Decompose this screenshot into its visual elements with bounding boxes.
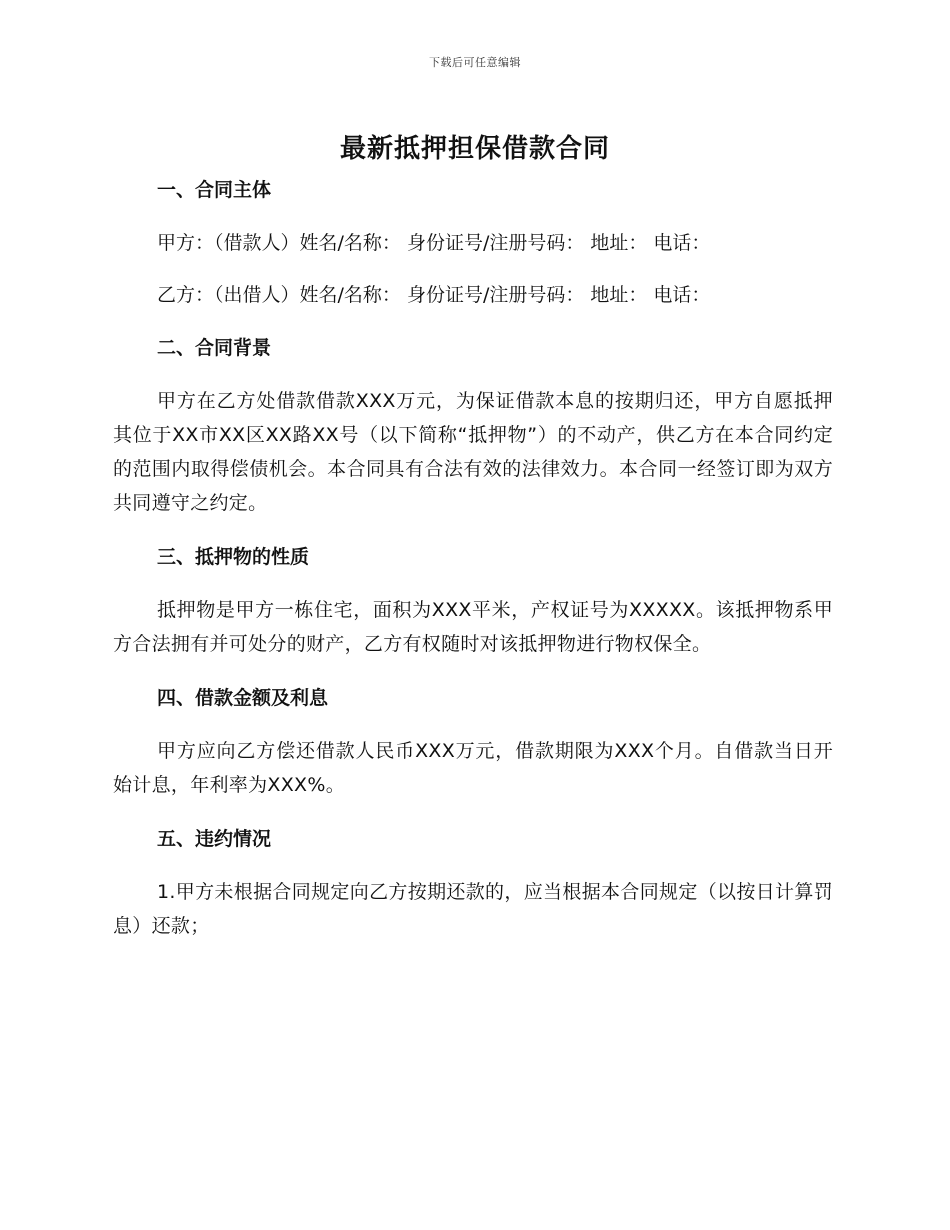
- section-heading-background: 二、合同背景: [157, 337, 272, 359]
- collateral-paragraph: 抵押物是甲方一栋住宅，面积为XXX平米，产权证号为XXXXX。该抵押物系甲方合法拥有并可处分的财产，乙方有权随时对该抵押物进行物权保全。: [113, 599, 833, 655]
- default-item-1: 1.甲方未根据合同规定向乙方按期还款的，应当根据本合同规定（以按日计算罚息）还款；: [113, 881, 833, 937]
- header-note: 下载后可任意编辑: [429, 56, 521, 69]
- party-b-line: 乙方：（出借人）姓名/名称： 身份证号/注册号码： 地址： 电话：: [157, 284, 711, 306]
- section-heading-default: 五、违约情况: [157, 828, 272, 850]
- background-paragraph: 甲方在乙方处借款借款XXX万元，为保证借款本息的按期归还，甲方自愿抵押其位于XX市XX区XX路XX号（以下简称“抵押物”）的不动产，供乙方在本合同约定的范围内取得偿债机会。本合同具有合法有效的法律效力。本合同一经签订即为双方共同遵守之约定。: [113, 390, 833, 514]
- section-heading-loan-amount: 四、借款金额及利息: [157, 687, 329, 709]
- party-a-line: 甲方：（借款人）姓名/名称： 身份证号/注册号码： 地址： 电话：: [157, 232, 711, 254]
- section-heading-collateral: 三、抵押物的性质: [157, 546, 310, 568]
- section-heading-parties: 一、合同主体: [157, 179, 272, 201]
- loan-amount-paragraph: 甲方应向乙方偿还借款人民币XXX万元，借款期限为XXX个月。自借款当日开始计息，年利率为XXX%。: [113, 740, 833, 796]
- document-title: 最新抵押担保借款合同: [339, 134, 610, 164]
- document-body: [113, 172, 833, 943]
